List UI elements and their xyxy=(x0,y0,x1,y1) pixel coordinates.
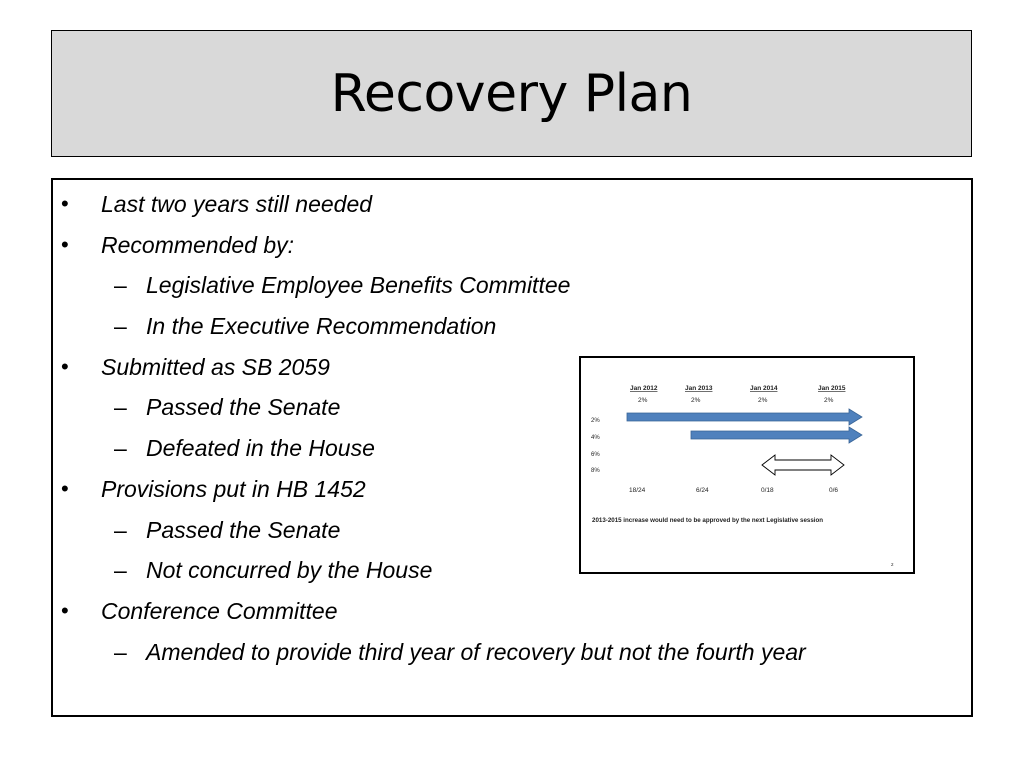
bullet-marker: • xyxy=(61,597,69,623)
bullet-text: Provisions put in HB 1452 xyxy=(101,475,366,502)
bullet-text: Recommended by: xyxy=(101,231,295,258)
timeline-graphic xyxy=(581,358,913,572)
double-arrow-shape xyxy=(762,455,844,475)
bullet-item xyxy=(53,186,806,227)
bullet-text: Conference Committee xyxy=(101,597,338,624)
ratio-label: 18/24 xyxy=(629,487,646,494)
title-box xyxy=(51,30,972,157)
increase-label: 2% xyxy=(824,397,834,404)
sub-bullet-item xyxy=(53,267,806,308)
increase-label: 2% xyxy=(638,397,648,404)
bullet-text: Passed the Senate xyxy=(146,516,341,543)
year-label: Jan 2012 xyxy=(630,385,658,392)
bullet-text: Legislative Employee Benefits Committee xyxy=(146,272,571,299)
ratio-label: 0/18 xyxy=(761,487,774,494)
bullet-marker: • xyxy=(61,191,69,216)
bullet-text: Defeated in the House xyxy=(146,435,375,462)
dash-marker: – xyxy=(114,313,127,340)
increase-label: 2% xyxy=(691,397,701,404)
row-label: 8% xyxy=(591,468,600,474)
page-number: 2 xyxy=(891,562,894,567)
timeline-inset-image xyxy=(579,356,915,574)
dash-marker: – xyxy=(114,435,127,462)
bullet-text: Amended to provide third year of recovery but not the fourth year xyxy=(146,638,806,665)
bullet-marker: • xyxy=(61,231,69,257)
row-label: 6% xyxy=(591,452,600,458)
increase-label: 2% xyxy=(758,397,768,404)
bullet-item xyxy=(53,227,806,268)
bullet-marker: • xyxy=(61,353,69,379)
sub-bullet-item xyxy=(53,634,806,675)
dash-marker: – xyxy=(114,516,127,543)
bullet-text: Last two years still needed xyxy=(101,191,373,217)
year-label: Jan 2013 xyxy=(685,385,713,392)
year-label: Jan 2015 xyxy=(818,385,846,392)
bullet-text: In the Executive Recommendation xyxy=(146,313,497,340)
bullet-text: Not concurred by the House xyxy=(146,557,433,584)
bullet-marker: • xyxy=(61,475,69,501)
slide-title: Recovery Plan xyxy=(330,63,693,124)
dash-marker: – xyxy=(114,638,127,665)
bullet-item xyxy=(53,593,806,634)
bullet-text: Passed the Senate xyxy=(146,394,341,421)
sub-bullet-item xyxy=(53,308,806,349)
arrow-shape xyxy=(691,427,862,443)
row-label: 4% xyxy=(591,435,600,441)
note-text: 2013-2015 increase would need to be approved by the next Legislative session xyxy=(592,517,824,524)
row-label: 2% xyxy=(591,418,600,424)
dash-marker: – xyxy=(114,557,127,584)
dash-marker: – xyxy=(114,394,127,421)
ratio-label: 0/6 xyxy=(829,487,839,494)
arrow-shape xyxy=(627,409,862,425)
dash-marker: – xyxy=(114,272,127,299)
ratio-label: 6/24 xyxy=(696,487,709,494)
year-label: Jan 2014 xyxy=(750,385,778,392)
bullet-text: Submitted as SB 2059 xyxy=(101,353,330,380)
